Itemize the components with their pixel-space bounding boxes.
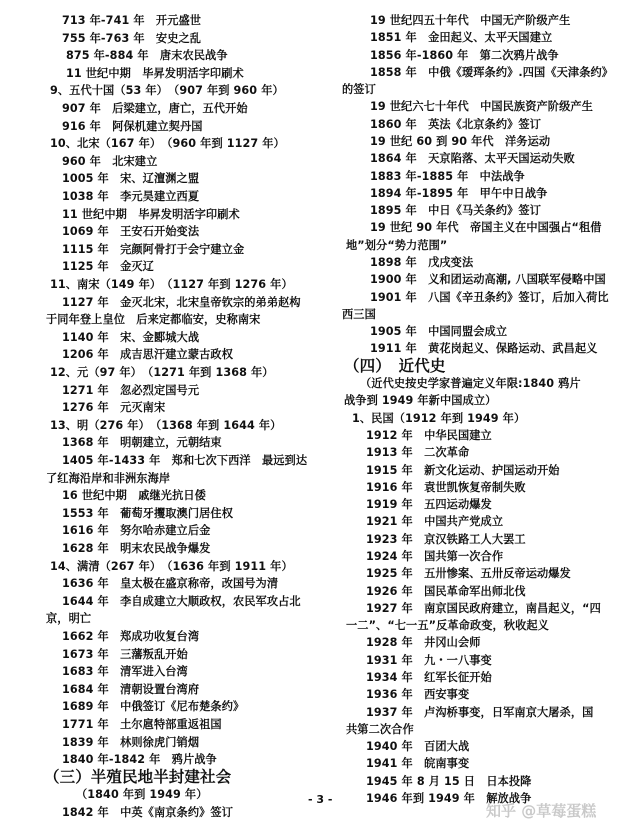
right-line: 1926 年 国民革命军出师北伐 (366, 585, 526, 598)
right-line: 共第二次合作 (346, 723, 414, 736)
left-line: 1405 年-1433 年 郑和七次下西洋 最远到达 (62, 454, 308, 467)
left-line: 13、明（276 年） （1368 年到 1644 年） (50, 419, 282, 432)
left-line: 1636 年 皇太极在盛京称帝，改国号为清 (62, 577, 279, 590)
right-line: 1919 年 五四运动爆发 (366, 498, 492, 511)
left-line: 1628 年 明末农民战争爆发 (62, 542, 211, 555)
right-line: 1、民国（1912 年到 1949 年） (352, 412, 526, 425)
right-line: 1937 年 卢沟桥事变，日军南京大屠杀，国 (366, 706, 594, 719)
left-line: 1271 年 忽必烈定国号元 (62, 384, 200, 397)
left-line: 1662 年 郑成功收复台湾 (62, 630, 200, 643)
left-line: 1069 年 王安石开始变法 (62, 225, 200, 238)
right-line: 1898 年 戊戌变法 (370, 256, 474, 269)
right-line: 战争到 1949 年新中国成立） (344, 394, 497, 407)
right-line: 19 世纪六七十年代 中国民族资产阶级产生 (370, 100, 593, 113)
left-line: 12、元（97 年） （1271 年到 1368 年） (50, 366, 274, 379)
right-line: 1901 年 八国《辛丑条约》签订，后加入荷比 (370, 291, 609, 304)
right-line: 1894 年-1895 年 甲午中日战争 (370, 187, 548, 200)
left-line: 1771 年 土尔扈特部重返祖国 (62, 718, 222, 731)
left-line: 10、北宋（167 年） （960 年到 1127 年） (50, 137, 285, 150)
left-line: 960 年 北宋建立 (62, 155, 158, 168)
left-line: 1673 年 三藩叛乱开始 (62, 648, 188, 661)
right-line: 1916 年 袁世凯恢复帝制失败 (366, 481, 526, 494)
left-line: 713 年-741 年 开元盛世 (62, 14, 202, 27)
right-line: 19 世纪四五十年代 中国无产阶级产生 (370, 14, 571, 27)
right-line: 1940 年 百团大战 (366, 740, 470, 753)
left-line: 了红海沿岸和非洲东海岸 (46, 472, 171, 485)
right-line: 地”划分“势力范围” (346, 239, 448, 252)
left-line: 1683 年 清军进入台湾 (62, 665, 188, 678)
right-line: 1911 年 黄花岗起义、保路运动、武昌起义 (370, 342, 598, 355)
left-line: 1840 年-1842 年 鸦片战争 (62, 753, 217, 766)
left-line: 907 年 后梁建立，唐亡，五代开始 (62, 102, 248, 115)
left-line: 1276 年 元灭南宋 (62, 401, 166, 414)
right-line: 1864 年 天京陷落、太平天国运动失败 (370, 152, 575, 165)
right-line: 的签订 (342, 83, 376, 96)
right-line: 1928 年 井冈山会师 (366, 636, 481, 649)
right-line: 1927 年 南京国民政府建立，南昌起义，“四 (366, 602, 601, 615)
left-line: 1038 年 李元昊建立西夏 (62, 190, 200, 203)
left-line: 1005 年 宋、辽澶渊之盟 (62, 172, 200, 185)
left-line: 11 世纪中期 毕昇发明活字印刷术 (66, 67, 244, 80)
right-line: （四） 近代史 (344, 357, 446, 375)
right-line: 1913 年 二次革命 (366, 446, 470, 459)
left-line: 1368 年 明朝建立，元朝结束 (62, 436, 222, 449)
right-line: 1945 年 8 月 15 日 日本投降 (366, 775, 532, 788)
left-line: 16 世纪中期 戚继光抗日倭 (62, 489, 206, 502)
right-line: 1931 年 九・一八事变 (366, 654, 492, 667)
right-line: 一二”、“七一五”反革命政变，秋收起义 (346, 619, 549, 632)
left-line: 875 年-884 年 唐末农民战争 (66, 49, 228, 62)
left-line: 1125 年 金灭辽 (62, 260, 154, 273)
left-line: 916 年 阿保机建立契丹国 (62, 120, 203, 133)
left-line: 1616 年 努尔哈赤建立后金 (62, 524, 211, 537)
left-line: （1840 年到 1949 年） (76, 788, 208, 801)
right-line: 1895 年 中日《马关条约》签订 (370, 204, 541, 217)
left-line: 1684 年 清朝设置台湾府 (62, 683, 200, 696)
left-line: 1644 年 李自成建立大顺政权，农民军攻占北 (62, 595, 301, 608)
left-line: 14、满清（267 年） （1636 年到 1911 年） (50, 560, 293, 573)
right-line: （近代史按史学家普遍定义年限:1840 鸦片 (360, 377, 581, 390)
left-line: 11 世纪中期 毕昇发明活字印刷术 (62, 208, 240, 221)
page-number: - 3 - (308, 793, 333, 806)
right-line: 1946 年到 1949 年 解放战争 (366, 792, 532, 805)
watermark: 知乎 @草莓蛋糕 (486, 802, 597, 820)
left-line: 1689 年 中俄签订《尼布楚条约》 (62, 700, 245, 713)
right-line: 1905 年 中国同盟会成立 (370, 325, 508, 338)
left-line: （三）半殖民地半封建社会 (44, 768, 232, 786)
left-line: 1140 年 宋、金郾城大战 (62, 331, 200, 344)
right-line: 1925 年 五卅惨案、五卅反帝运动爆发 (366, 567, 571, 580)
right-line: 1912 年 中华民国建立 (366, 429, 492, 442)
right-line: 1924 年 国共第一次合作 (366, 550, 504, 563)
left-line: 1127 年 金灭北宋，北宋皇帝钦宗的弟弟赵构 (62, 296, 301, 309)
right-line: 1900 年 义和团运动高潮, 八国联军侵略中国 (370, 273, 606, 286)
right-line: 西三国 (342, 308, 376, 321)
left-line: 京，明亡 (46, 612, 92, 625)
left-line: 1839 年 林则徐虎门销烟 (62, 736, 200, 749)
left-line: 于同年登上皇位 后来定都临安，史称南宋 (46, 313, 261, 326)
right-line: 19 世纪 90 年代 帝国主义在中国强占“租借 (370, 221, 602, 234)
left-line: 1553 年 葡萄牙攫取澳门居住权 (62, 507, 233, 520)
left-line: 1115 年 完颜阿骨打于会宁建立金 (62, 243, 245, 256)
left-line: 1842 年 中英《南京条约》签订 (62, 806, 233, 819)
left-line: 11、南宋（149 年） （1127 年到 1276 年） (50, 278, 293, 291)
right-line: 1923 年 京汉铁路工人大罢工 (366, 533, 526, 546)
right-line: 1934 年 红军长征开始 (366, 671, 492, 684)
left-line: 755 年-763 年 安史之乱 (62, 32, 202, 45)
right-line: 1883 年-1885 年 中法战争 (370, 170, 525, 183)
right-line: 1851 年 金田起义、太平天国建立 (370, 31, 553, 44)
right-line: 19 世纪 60 到 90 年代 洋务运动 (370, 135, 551, 148)
right-line: 1856 年-1860 年 第二次鸦片战争 (370, 49, 559, 62)
left-line: 1206 年 成吉思汗建立蒙古政权 (62, 348, 233, 361)
right-line: 1858 年 中俄《瑷珲条约》.四国《天津条约》 (370, 66, 614, 79)
right-line: 1941 年 皖南事变 (366, 757, 470, 770)
right-line: 1921 年 中国共产党成立 (366, 515, 504, 528)
right-line: 1860 年 英法《北京条约》签订 (370, 118, 541, 131)
right-line: 1915 年 新文化运动、护国运动开始 (366, 464, 560, 477)
left-line: 9、五代十国（53 年） （907 年到 960 年） (50, 84, 284, 97)
right-line: 1936 年 西安事变 (366, 688, 470, 701)
